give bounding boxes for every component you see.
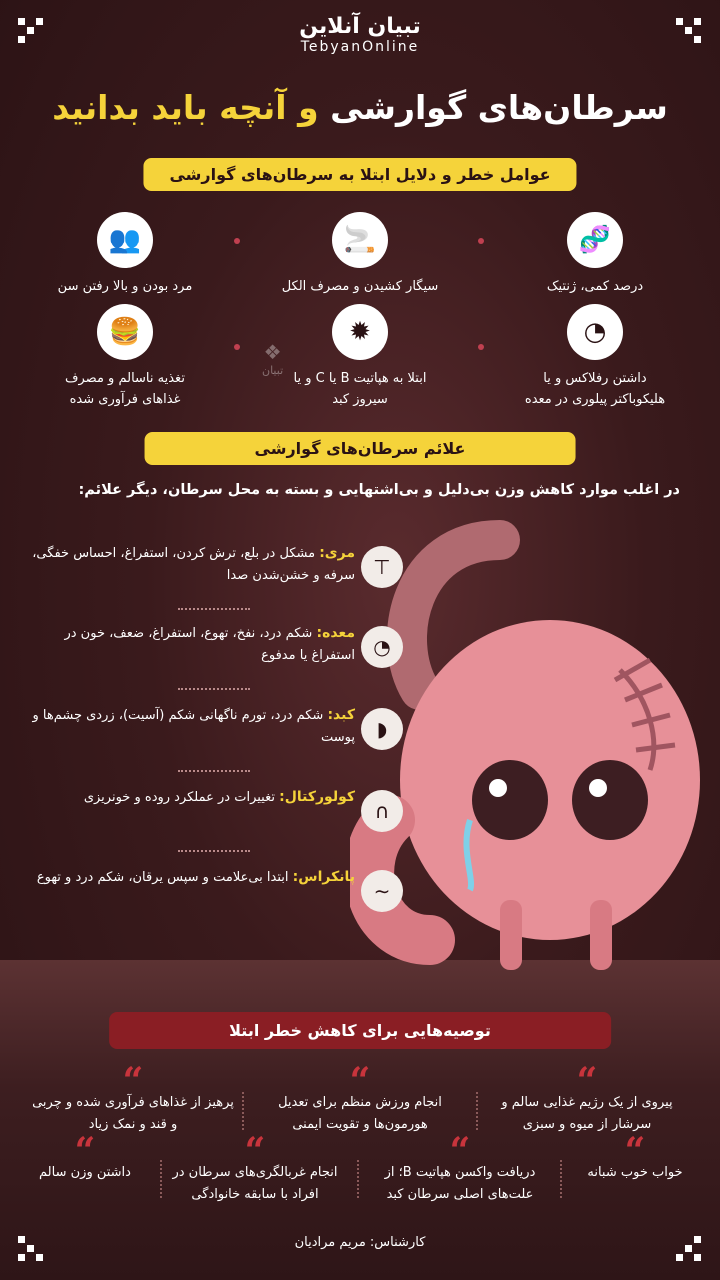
dotted-separator [242,1092,244,1130]
symptom-item [25,622,391,667]
dotted-separator [178,770,250,772]
symptom-name: معده: [316,625,355,641]
logo-fa: تبیان آنلاین [299,14,421,39]
junk-food-icon: 🍔 [97,304,153,360]
risk-factor [20,304,230,410]
dna-icon: 🧬 [567,212,623,268]
right-leg [590,900,612,970]
left-leg [500,900,522,970]
risk-factor [255,212,465,297]
symptoms-heading: علائم سرطان‌های گوارشی [145,432,576,465]
tip-item [28,1060,238,1136]
symptom-item [25,542,391,587]
risk-factor-text: مرد بودن و بالا رفتن سن [57,279,193,294]
quote-icon: “ [74,1130,96,1172]
dotted-separator [160,1160,162,1198]
virus-icon: ✹ [332,304,388,360]
tip-text: داشتن وزن سالم [39,1165,131,1180]
left-eye-shine [489,779,507,797]
dotted-separator [178,850,250,852]
symptom-name: کولورکتال: [279,789,355,805]
stomach-character-illustration [350,520,720,980]
title-part2: و آنچه باید بدانید [52,88,319,127]
quote-icon: “ [576,1060,598,1102]
quote-icon: “ [349,1060,371,1102]
page-title [0,88,720,127]
stomach-icon: ◔ [567,304,623,360]
risk-factor [490,304,700,410]
logo [0,14,720,55]
risk-factor [255,304,465,410]
tip-item [160,1130,350,1206]
symptom-text: شکم درد، نفخ، تهوع، استفراغ، ضعف، خون در استفراغ یا مدفوع [64,626,355,663]
logo-en: TebyanOnline [300,39,420,55]
tip-text: دریافت واکسن هپاتیت B؛ از علت‌های اصلی سرطان کبد [384,1165,536,1202]
risk-factor-text: داشتن رفلاکس و یا هلیکوباکتر پیلوری در معده [524,371,666,407]
symptom-item [25,866,391,903]
watermark-text: تبیان [262,364,284,377]
colon-icon: ∩ [361,790,403,832]
symptoms-intro: در اغلب موارد کاهش وزن بی‌دلیل و بی‌اشتهایی و بسته به محل سرطان، دیگر علائم: [78,482,680,498]
pancreas-icon: ∽ [361,870,403,912]
tip-text: خواب خوب شبانه [587,1165,683,1180]
tip-text: انجام غربالگری‌های سرطان در افراد با سابقه خانوادگی [172,1165,338,1202]
dotted-separator [178,608,250,610]
risk-factor-text: ابتلا به هپاتیت B یا C و یا سیروز کبد [293,371,427,407]
separator-dot [234,238,240,244]
separator-dot [478,344,484,350]
cigarette-icon: 🚬 [332,212,388,268]
tip-text: پیروی از یک رژیم غذایی سالم و سرشار از میوه و سبزی [501,1095,673,1132]
tip-item [570,1130,700,1184]
quote-icon: “ [122,1060,144,1102]
expert-credit: کارشناس: مریم مرادیان [294,1235,426,1250]
symptom-text: شکم درد، تورم ناگهانی شکم (آسیت)، زردی چشم‌ها و پوست [32,708,355,745]
symptom-text: تغییرات در عملکرد روده و خونریزی [83,790,275,805]
watermark [262,340,283,377]
tip-text: پرهیز از غذاهای فرآوری شده و چربی و قند و نمک زیاد [32,1095,234,1132]
dotted-separator [178,688,250,690]
symptom-item [25,704,388,749]
title-part1: سرطان‌های گوارشی [330,88,668,127]
watermark-icon: ❖ [263,340,282,364]
symptom-text: مشکل در بلع، ترش کردن، استفراغ، احساس خفگی، سرفه و خشن‌شدن صدا [32,546,355,583]
right-eye [572,760,648,840]
risk-factor-text: تغذیه ناسالم و مصرف غذاهای فرآوری شده [65,371,185,407]
esophagus-icon: ⊤ [361,546,403,588]
quote-icon: “ [624,1130,646,1172]
left-eye [472,760,548,840]
dotted-separator [357,1160,359,1198]
symptom-text: ابتدا بی‌علامت و سپس یرقان، شکم درد و تهوع [36,870,289,885]
tip-item [365,1130,555,1206]
symptom-item [25,786,390,823]
right-eye-shine [589,779,607,797]
symptom-name: پانکراس: [292,869,355,885]
dotted-separator [560,1160,562,1198]
risk-factor [490,212,700,297]
symptom-name: مری: [319,545,355,561]
symptom-name: کبد: [327,707,355,723]
risk-heading: عوامل خطر و دلایل ابتلا به سرطان‌های گوارشی [143,158,576,191]
stomach-body [400,620,700,940]
tip-text: انجام ورزش منظم برای تعدیل هورمون‌ها و تقویت ایمنی [278,1095,442,1132]
liver-icon: ◗ [361,708,403,750]
risk-factor-text: درصد کمی، ژنتیک [546,279,644,294]
tip-item [20,1130,150,1184]
tip-item [482,1060,692,1136]
quote-icon: “ [449,1130,471,1172]
tips-heading: توصیه‌هایی برای کاهش خطر ابتلا [109,1012,611,1049]
elderly-men-icon: 👥 [97,212,153,268]
stomach-icon: ◔ [361,626,403,668]
dotted-separator [476,1092,478,1130]
risk-factor-text: سیگار کشیدن و مصرف الکل [281,279,439,294]
tip-item [255,1060,465,1136]
quote-icon: “ [244,1130,266,1172]
risk-factor [20,212,230,297]
separator-dot [234,344,240,350]
separator-dot [478,238,484,244]
